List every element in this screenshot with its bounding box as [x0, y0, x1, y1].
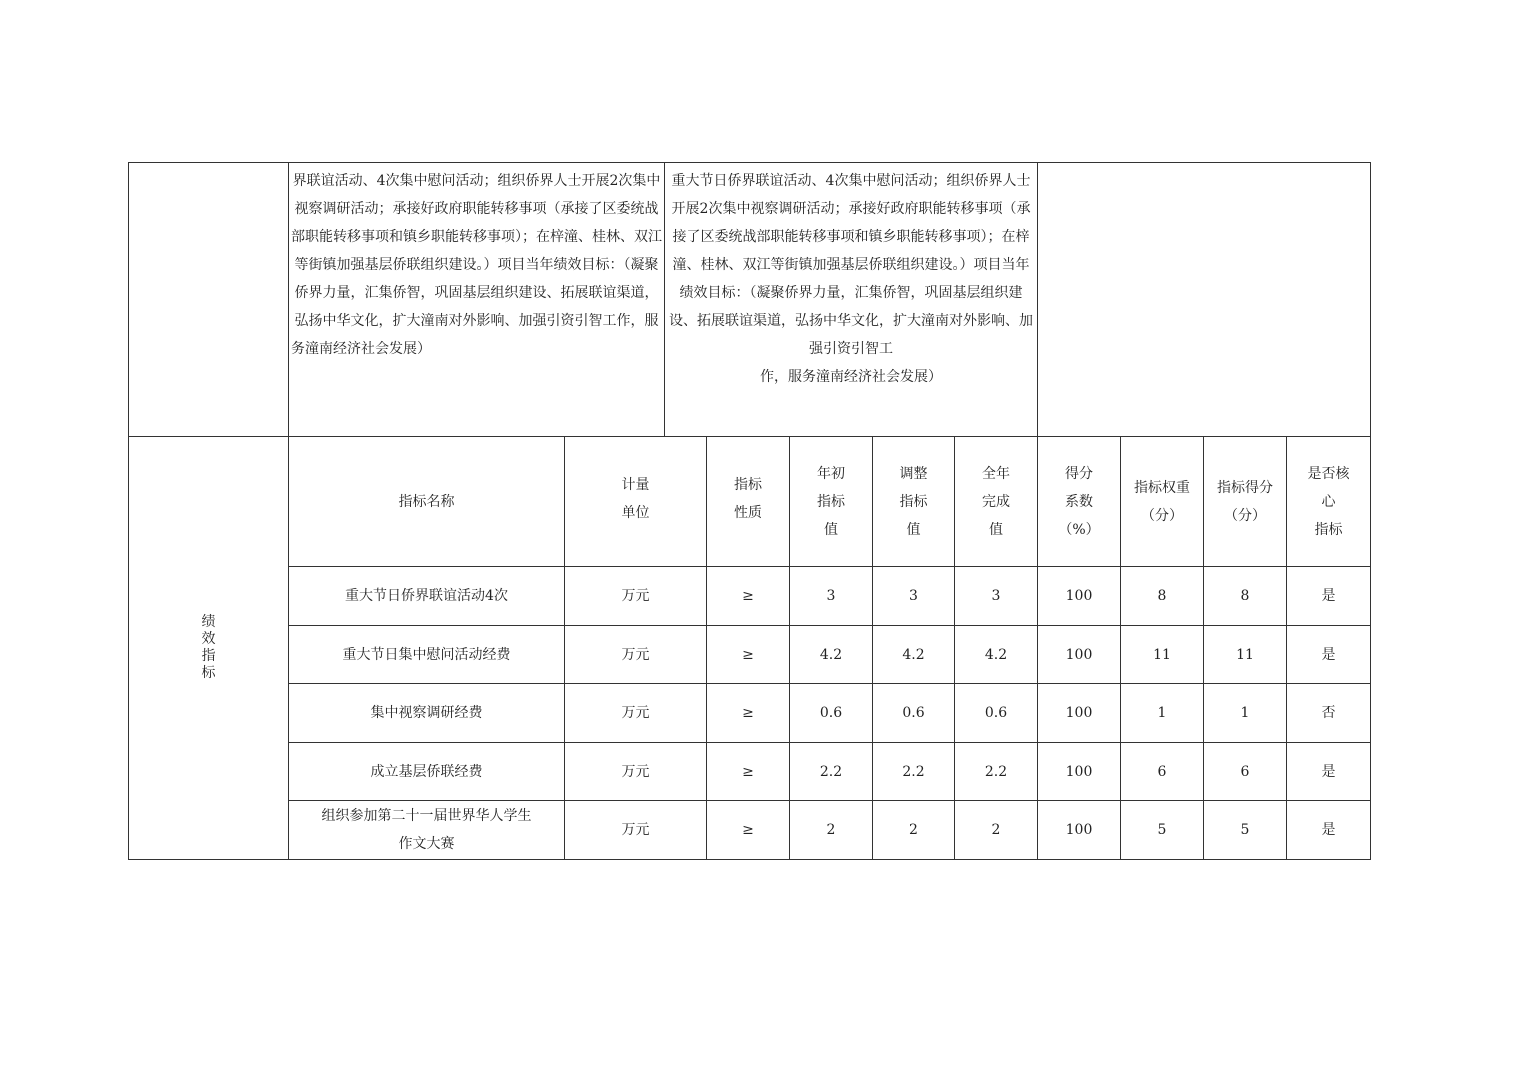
table-row	[129, 684, 1371, 743]
section-label-cell	[129, 437, 289, 860]
row-coef: 100	[1038, 801, 1121, 860]
blank-goal-cell	[1038, 163, 1371, 437]
row-initial: 3	[790, 567, 873, 626]
row-nature: ≥	[707, 567, 790, 626]
row-adjusted: 3	[873, 567, 955, 626]
row-initial: 2	[790, 801, 873, 860]
section-label-char: 绩	[201, 614, 216, 630]
header-weight: 指标权重 （分）	[1121, 437, 1204, 567]
row-core: 是	[1287, 567, 1371, 626]
header-indicator-name: 指标名称	[289, 437, 565, 567]
row-weight: 1	[1121, 684, 1204, 743]
row-completed: 2.2	[955, 743, 1038, 801]
row-weight: 5	[1121, 801, 1204, 860]
header-initial-value: 年初 指标 值	[790, 437, 873, 567]
row-core: 是	[1287, 626, 1371, 684]
row-unit: 万元	[565, 567, 707, 626]
row-core: 是	[1287, 801, 1371, 860]
performance-table	[128, 162, 1371, 860]
row-indicator-name: 成立基层侨联经费	[289, 743, 565, 801]
header-nature: 指标 性质	[707, 437, 790, 567]
row-completed: 2	[955, 801, 1038, 860]
row-weight: 8	[1121, 567, 1204, 626]
header-score: 指标得分 （分）	[1204, 437, 1287, 567]
table-row	[129, 743, 1371, 801]
section-label-char: 标	[201, 665, 216, 681]
header-unit: 计量 单位	[565, 437, 707, 567]
row-adjusted: 0.6	[873, 684, 955, 743]
section-label-char: 指	[201, 648, 216, 664]
row-nature: ≥	[707, 626, 790, 684]
row-unit: 万元	[565, 743, 707, 801]
row-coef: 100	[1038, 626, 1121, 684]
row-weight: 6	[1121, 743, 1204, 801]
goal-text-cell-1: 界联谊活动、4次集中慰问活动；组织侨界人士开展2次集中视察调研活动；承接好政府职能转移事项（承接了区委统战部职能转移事项和镇乡职能转移事项）；在梓潼、桂林、双江等街镇加强基层侨联组织建设。）项目当年绩效目标：（凝聚侨界力量，汇集侨智，巩固基层组织建设、拓展联谊渠道，弘扬中华文化，扩大潼南对外影响、加强引资引智工作，服务潼南经济社会发展）	[289, 163, 665, 437]
row-completed: 3	[955, 567, 1038, 626]
row-score: 11	[1204, 626, 1287, 684]
row-adjusted: 2	[873, 801, 955, 860]
row-adjusted: 4.2	[873, 626, 955, 684]
header-row	[129, 437, 1371, 567]
row-initial: 0.6	[790, 684, 873, 743]
row-score: 5	[1204, 801, 1287, 860]
row-adjusted: 2.2	[873, 743, 955, 801]
row-unit: 万元	[565, 801, 707, 860]
goal-text-2-last: 作，服务潼南经济社会发展）	[760, 369, 942, 385]
row-coef: 100	[1038, 684, 1121, 743]
row-nature: ≥	[707, 743, 790, 801]
row-nature: ≥	[707, 684, 790, 743]
section-label-char: 效	[201, 631, 216, 647]
goal-text-2-body: 重大节日侨界联谊活动、4次集中慰问活动；组织侨界人士开展2次集中视察调研活动；承接好政府职能转移事项（承接了区委统战部职能转移事项和镇乡职能转移事项）；在梓潼、桂林、双江等街镇加强基层侨联组织建设。）项目当年绩效目标：（凝聚侨界力量，汇集侨智，巩固基层组织建设、拓展联谊渠道，弘扬中华文化，扩大潼南对外影响、加强引资引智工	[669, 173, 1033, 357]
row-indicator-name: 重大节日集中慰问活动经费	[289, 626, 565, 684]
header-core-indicator: 是否核 心 指标	[1287, 437, 1371, 567]
header-adjusted-value: 调整 指标 值	[873, 437, 955, 567]
row-score: 8	[1204, 567, 1287, 626]
row-core: 是	[1287, 743, 1371, 801]
row-completed: 4.2	[955, 626, 1038, 684]
blank-label-cell	[129, 163, 289, 437]
header-score-coefficient: 得分 系数 （%）	[1038, 437, 1121, 567]
row-unit: 万元	[565, 684, 707, 743]
project-goal-row	[129, 163, 1371, 437]
row-indicator-name: 集中视察调研经费	[289, 684, 565, 743]
row-core: 否	[1287, 684, 1371, 743]
row-unit: 万元	[565, 626, 707, 684]
goal-text-cell-2	[665, 163, 1038, 437]
row-initial: 4.2	[790, 626, 873, 684]
header-completed-value: 全年 完成 值	[955, 437, 1038, 567]
row-completed: 0.6	[955, 684, 1038, 743]
row-initial: 2.2	[790, 743, 873, 801]
table-row	[129, 567, 1371, 626]
row-score: 6	[1204, 743, 1287, 801]
row-weight: 11	[1121, 626, 1204, 684]
row-coef: 100	[1038, 743, 1121, 801]
row-score: 1	[1204, 684, 1287, 743]
row-indicator-name: 组织参加第二十一届世界华人学生 作文大赛	[289, 801, 565, 860]
table-row	[129, 801, 1371, 860]
row-nature: ≥	[707, 801, 790, 860]
row-coef: 100	[1038, 567, 1121, 626]
table-row	[129, 626, 1371, 684]
row-indicator-name: 重大节日侨界联谊活动4次	[289, 567, 565, 626]
